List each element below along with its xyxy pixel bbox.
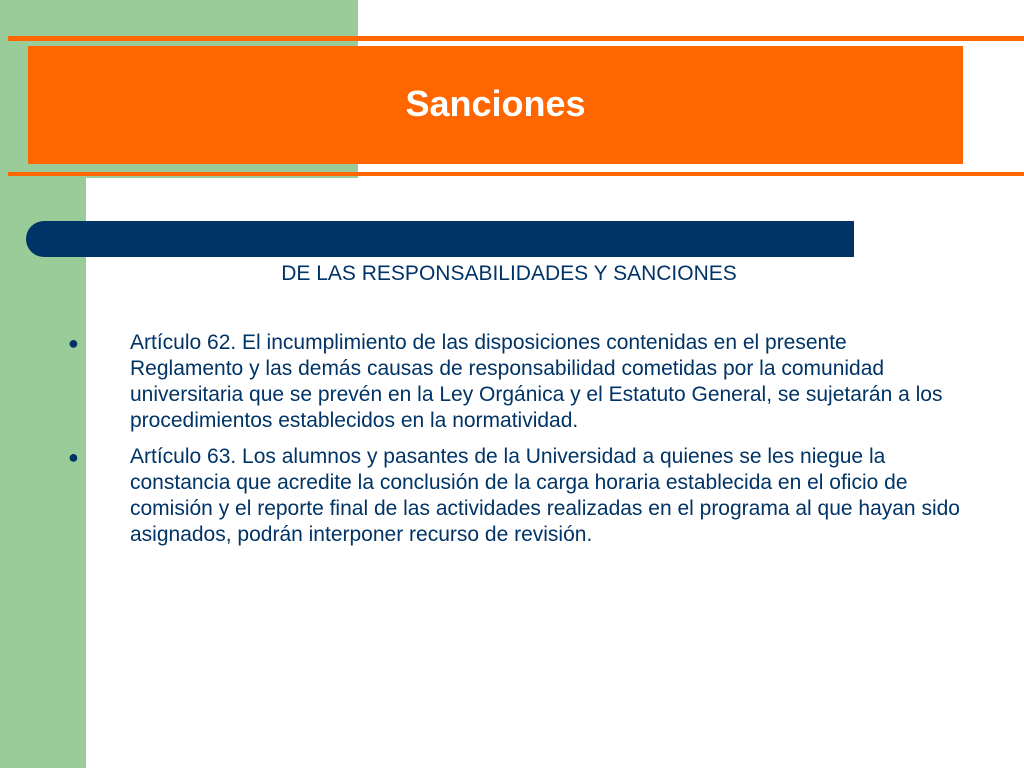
list-item bbox=[0, 330, 960, 434]
bullet-icon: ● bbox=[68, 447, 79, 467]
article-63-text: Artículo 63. Los alumnos y pasantes de la Universidad a quienes se les niegue la constancia que acredite la conclusión de la carga horaria establecida en el oficio de comisión y el reporte final de las actividades realizadas en el programa al que hayan sido asignados, podrán interponer recurso de revisión. bbox=[130, 445, 960, 546]
bullet-list bbox=[0, 330, 960, 558]
orange-rule-bottom bbox=[8, 172, 1024, 176]
bullet-icon: ● bbox=[68, 333, 79, 353]
decorative-navy-bar bbox=[26, 221, 854, 257]
article-62-text: Artículo 62. El incumplimiento de las disposiciones contenidas en el presente Reglamento y las demás causas de responsabilidad cometidas por la comunidad universitaria que se prevén en la Ley Orgánica y el Estatuto General, se sujetarán a los procedimientos establecidos en la normatividad. bbox=[130, 331, 943, 432]
slide-title: Sanciones bbox=[405, 82, 586, 124]
section-heading: DE LAS RESPONSABILIDADES Y SANCIONES bbox=[281, 262, 737, 285]
title-banner bbox=[28, 46, 963, 164]
list-item bbox=[0, 444, 960, 548]
orange-rule-top bbox=[8, 36, 1024, 41]
